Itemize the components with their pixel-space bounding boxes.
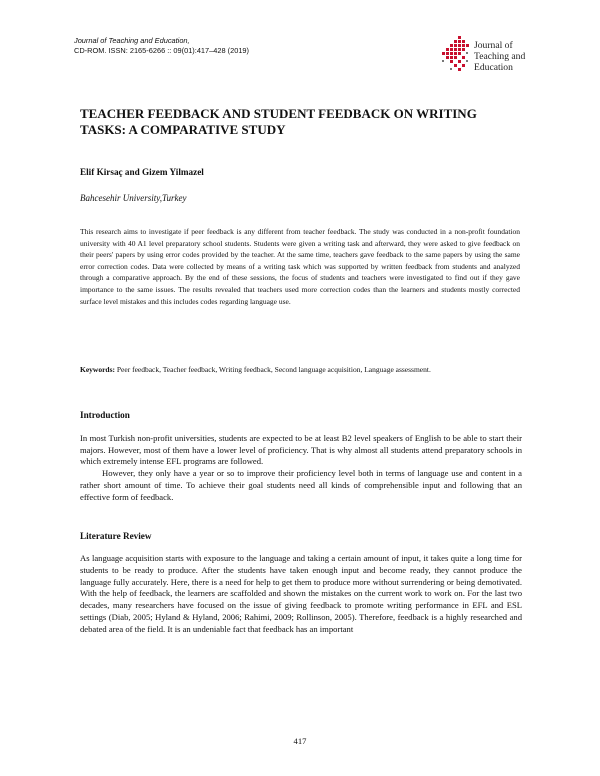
- logo-line-3: Education: [474, 62, 513, 73]
- keywords-label: Keywords:: [80, 365, 115, 374]
- literature-review-paragraph-1: As language acquisition starts with exposure to the language and taking a certain amount of input, it takes quite a long time for students to be ready to produce. After the students have taken enough input and become ready, they cannot produce the language fully accurately. Here, there is a need for help to get them to produce more without surrendering or being demotivated. With the help of feedback, the learners are scaffolded and shown the mistakes on the current work to work on. For the last two decades, many researchers have focused on the issue of giving feedback to promote writing performance in EFL and ESL settings (Diab, 2005; Hyland & Hyland, 2006; Rahimi, 2009; Rollinson, 2005). Therefore, feedback is a highly researched and debated area of the field. It is an undeniable fact that feedback has an important: [80, 553, 522, 634]
- running-header-issn: CD-ROM. ISSN: 2165-6266 :: 09(01):417–428 (2019): [74, 46, 250, 55]
- section-heading-literature-review: Literature Review: [80, 531, 152, 541]
- journal-logo: [436, 32, 546, 78]
- section-heading-introduction: Introduction: [80, 410, 130, 420]
- section-literature-review: [80, 553, 522, 636]
- logo-line-1: Journal of: [474, 40, 513, 51]
- keywords: [80, 364, 520, 376]
- title-line-1: TEACHER FEEDBACK AND STUDENT FEEDBACK ON WRITING: [80, 106, 477, 121]
- title-line-2: TASKS: A COMPARATIVE STUDY: [80, 122, 286, 137]
- page-number: 417: [293, 736, 307, 746]
- author-affiliation: Bahcesehir University,Turkey: [80, 193, 187, 203]
- section-introduction: [80, 433, 522, 503]
- author-list: Elif Kirsaç and Gizem Yilmazel: [80, 167, 204, 177]
- abstract: This research aims to investigate if peer feedback is any different from teacher feedback. The study was conducted in a non-profit foundation university with 40 A1 level preparatory school students. Students were given a writing task and afterward, they were asked to give feedback on their peers' papers by using error codes provided by the teacher. At the same time, teachers gave feedback to the same papers by using the same error correction codes. Data were collected by means of a writing task which was supported by written feedback from students and analyzed through a comparative approach. By the end of these sessions, the focus of students and teachers were investigated to find out if they gave importance to the same issues. The results revealed that teachers used more correction codes than the learners and students mostly corrected surface level mistakes and this includes codes regarding language use.: [80, 227, 520, 306]
- introduction-paragraph-1: In most Turkish non-profit universities, students are expected to be at least B2 level speakers of English to be able to start their majors. However, most of them have a lower level of proficiency. That is why almost all students attend preparatory schools in which extremely intense EFL programs are followed.: [80, 433, 522, 467]
- keywords-text: Peer feedback, Teacher feedback, Writing feedback, Second language acquisition, Language assessment.: [116, 365, 431, 374]
- running-header-journal: Journal of Teaching and Education,: [74, 36, 190, 45]
- introduction-paragraph-2: However, they only have a year or so to improve their proficiency level both in terms of language use and content in a rather short amount of time. To achieve their goal students need all kinds of comprehensible input and following that an effective form of feedback.: [80, 468, 522, 502]
- journal-logo-dots-icon: [436, 32, 472, 78]
- logo-line-2: Teaching and: [474, 51, 526, 62]
- journal-logo-text: [474, 40, 548, 73]
- paper-title: [80, 106, 530, 138]
